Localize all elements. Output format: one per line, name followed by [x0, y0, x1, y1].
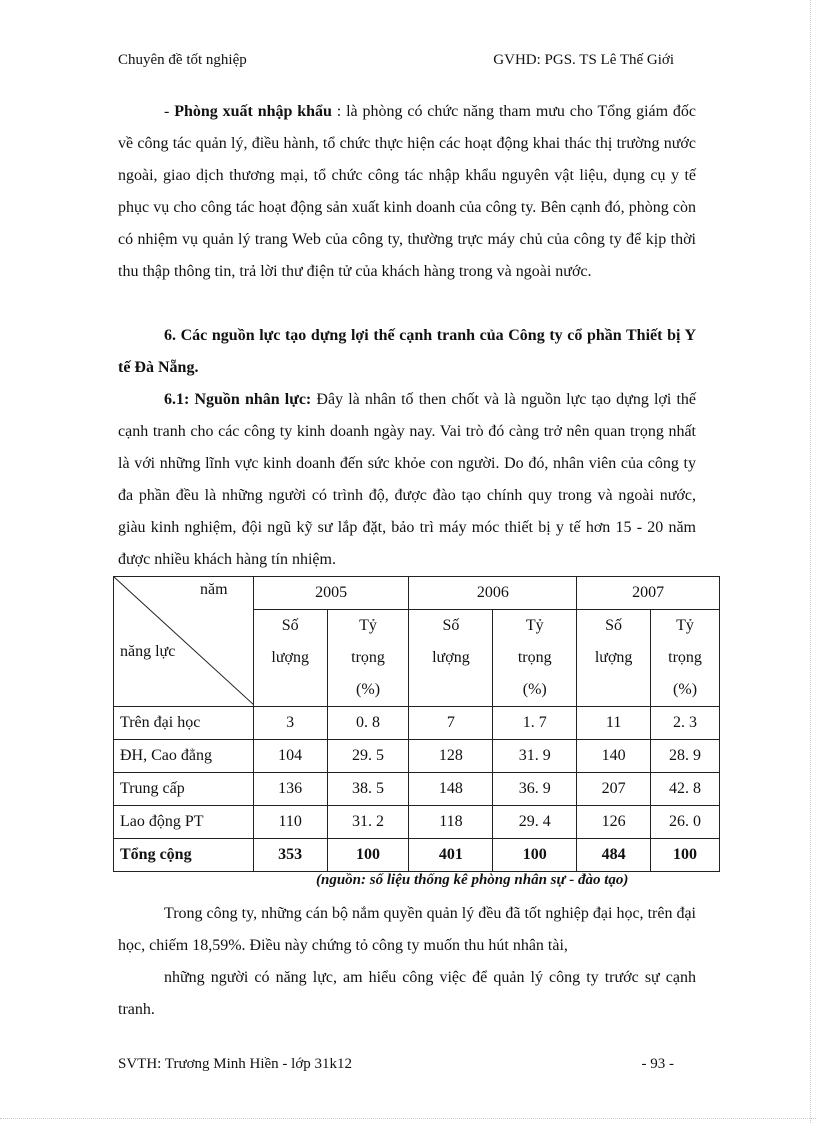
year-header: 2007 — [577, 577, 720, 610]
diagonal-line — [114, 577, 254, 705]
section-heading-6: 6. Các nguồn lực tạo dựng lợi thế cạnh tranh của Công ty cổ phần Thiết bị Y tế Đà Nẵng. — [118, 327, 696, 376]
page-header — [118, 52, 674, 74]
share-header: Tỷ trọng (%) — [327, 610, 409, 707]
table-row: Trên đại học 3 0. 8 7 1. 7 11 2. 3 — [114, 707, 720, 740]
department-name: Phòng xuất nhập khẩu — [174, 103, 332, 120]
quantity-header: Số lượng — [409, 610, 493, 707]
table-total-row: Tổng cộng 353 100 401 100 484 100 — [114, 839, 720, 872]
year-header: 2006 — [409, 577, 577, 610]
year-header: 2005 — [253, 577, 409, 610]
page-edge-right — [810, 0, 811, 1123]
corner-year-label: năm — [200, 581, 228, 598]
page-number: - 93 - — [641, 1056, 674, 1072]
share-header: Tỷ trọng (%) — [493, 610, 577, 707]
header-right: GVHD: PGS. TS Lê Thế Giới — [493, 52, 674, 68]
paragraph-human-resources — [118, 384, 696, 576]
paragraph-text: : là phòng có chức năng tham mưu cho Tổng giám đốc về công tác quản lý, điều hành, tổ chức thực hiện các hoạt động khai thác thị trường nước ngoài, giao dịch thương mại, tổ chức công tác nhập khẩu nguyên vật liệu, dụng cụ y tế phục vụ cho công tác hoạt động sản xuất kinh doanh của công ty. Bên cạnh đó, phòng còn có nhiệm vụ quản lý trang Web của công ty, thường trực máy chủ của công ty để kịp thời thu thập thông tin, trả lời thư điện tử của khách hàng trong và ngoài nước. — [118, 103, 697, 280]
subsection-heading: 6.1: Nguồn nhân lực: — [164, 391, 312, 408]
paragraph-text: những người có năng lực, am hiểu công việc để quản lý công ty trước sự cạnh tranh. — [118, 969, 696, 1018]
staff-table — [113, 576, 720, 872]
header-left: Chuyên đề tốt nghiệp — [118, 52, 247, 68]
paragraph-competition — [118, 962, 696, 1026]
paragraph-import-export — [118, 96, 696, 288]
table-row: ĐH, Cao đẳng 104 29. 5 128 31. 9 140 28. 9 — [114, 740, 720, 773]
table-row: Lao động PT 110 31. 2 118 29. 4 126 26. 0 — [114, 806, 720, 839]
table-source-note: (nguồn: số liệu thống kê phòng nhân sự - đào tạo) — [316, 872, 629, 888]
paragraph-text: Đây là nhân tố then chốt và là nguồn lực tạo dựng lợi thế cạnh tranh cho các công ty kinh doanh ngày nay. Vai trò đó càng trở nên quan trọng nhất là với những lĩnh vực kinh doanh đến sức khỏe con người. Do đó, nhân viên của công ty đa phần đều là những người có trình độ, được đào tạo chính quy trong và ngoài nước, giàu kinh nghiệm, đội ngũ kỹ sư lắp đặt, bảo trì máy móc thiết bị y tế hơn 15 - 20 năm được nhiều khách hàng tín nhiệm. — [118, 391, 696, 568]
quantity-header: Số lượng — [253, 610, 327, 707]
corner-capacity-label: năng lực — [120, 643, 176, 660]
page-edge-bottom — [0, 1118, 816, 1119]
paragraph-management: Trong công ty, những cán bộ nắm quyền quản lý đều đã tốt nghiệp đại học, trên đại học, chiếm 18,59%. Điều này chứng tỏ công ty muốn thu hút nhân tài, — [118, 905, 696, 954]
table-corner-cell — [114, 577, 254, 707]
footer-author: SVTH: Trương Minh Hiền - lớp 31k12 — [118, 1056, 353, 1072]
bullet: - — [164, 103, 175, 120]
table-row: Trung cấp 136 38. 5 148 36. 9 207 42. 8 — [114, 773, 720, 806]
share-header: Tỷ trọng (%) — [651, 610, 720, 707]
quantity-header: Số lượng — [577, 610, 651, 707]
